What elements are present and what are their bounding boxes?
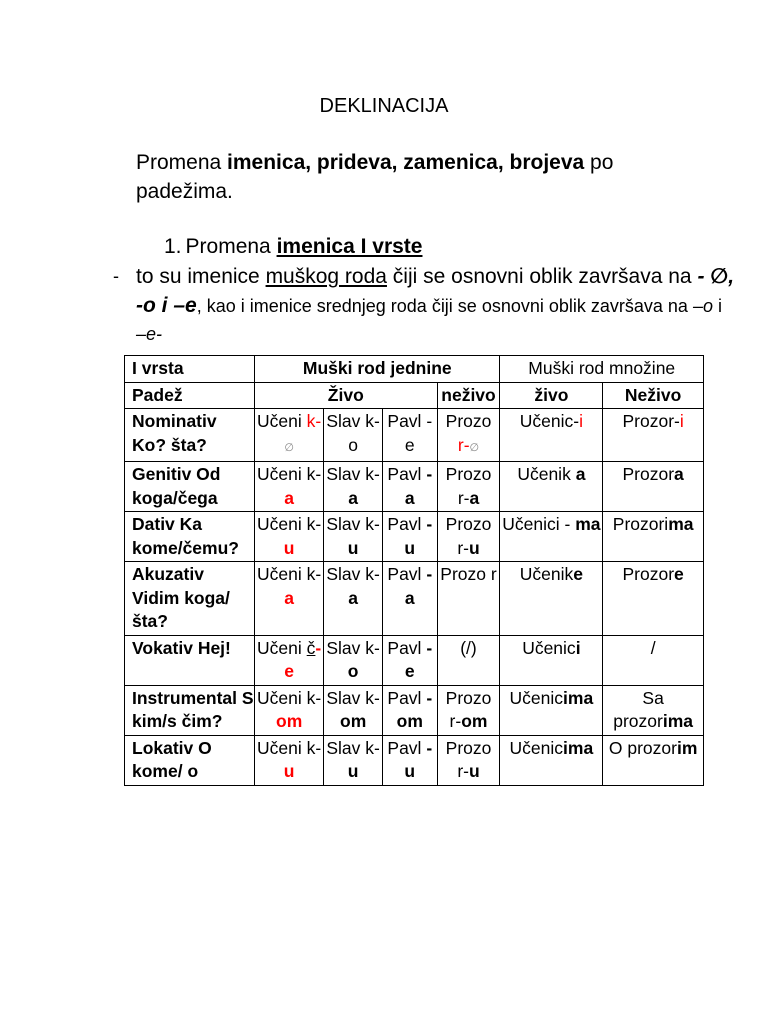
table-cell: Pavl -e	[383, 409, 438, 462]
table-cell: Učenici	[500, 635, 603, 685]
page-title: DEKLINACIJA	[319, 95, 449, 117]
table-cell: /	[603, 635, 704, 685]
header-cell: Padež	[125, 382, 255, 409]
table-cell: Prozo r-∅	[437, 409, 500, 462]
table-cell: Učeni č-e	[255, 635, 324, 685]
table-cell: Učenicima	[500, 735, 603, 785]
table-cell: Prozore	[603, 562, 704, 636]
table-cell: Učeni k-om	[255, 685, 324, 735]
header-cell: Muški rod jednine	[255, 356, 500, 383]
table-header-row	[125, 382, 704, 409]
table-cell: Pavl -u	[383, 735, 438, 785]
table-row	[125, 462, 704, 512]
table-cell: Prozo r-u	[437, 512, 500, 562]
table-cell: O prozorim	[603, 735, 704, 785]
intro-paragraph: Promena imenica, prideva, zamenica, brojeva po padežima.	[136, 151, 614, 203]
table-row	[125, 635, 704, 685]
table-cell: Učeni k-u	[255, 512, 324, 562]
declension-table	[124, 355, 704, 786]
case-label: Nominativ Ko? šta?	[125, 409, 255, 462]
table-cell: Slav k-u	[324, 512, 383, 562]
table-cell: Učenike	[500, 562, 603, 636]
header-cell: Neživo	[603, 382, 704, 409]
table-cell: Prozo r-u	[437, 735, 500, 785]
table-cell: Pavl -a	[383, 462, 438, 512]
table-cell: (/)	[437, 635, 500, 685]
table-header-row	[125, 356, 704, 383]
header-cell: Muški rod množine	[500, 356, 704, 383]
table-cell: Prozora	[603, 462, 704, 512]
table-cell: Prozo r-om	[437, 685, 500, 735]
table-row	[125, 562, 704, 636]
header-cell: Živo	[255, 382, 437, 409]
table-cell: Prozo r-a	[437, 462, 500, 512]
table-cell: Slav k-a	[324, 562, 383, 636]
table-cell: Sa prozorima	[603, 685, 704, 735]
table-row	[125, 735, 704, 785]
table-cell: Pavl -a	[383, 562, 438, 636]
table-cell: Prozo r	[437, 562, 500, 636]
table-cell: Prozor-i	[603, 409, 704, 462]
table-cell: Pavl -u	[383, 512, 438, 562]
case-label: Genitiv Od koga/čega	[125, 462, 255, 512]
case-label: Lokativ O kome/ o	[125, 735, 255, 785]
case-label: Vokativ Hej!	[125, 635, 255, 685]
case-label: Instrumental S kim/s čim?	[125, 685, 255, 735]
table-cell: Učenici - ma	[500, 512, 603, 562]
table-cell: Slav k-u	[324, 735, 383, 785]
section-heading: 1. Promena imenica I vrste	[164, 235, 423, 258]
bullet-dash: -	[113, 266, 119, 286]
table-cell: Učeni k-a	[255, 562, 324, 636]
table-cell: Slav k-om	[324, 685, 383, 735]
table-cell: Slav k-a	[324, 462, 383, 512]
table-cell: Slav k-o	[324, 409, 383, 462]
table-row	[125, 409, 704, 462]
table-row	[125, 685, 704, 735]
table-row	[125, 512, 704, 562]
header-cell: I vrsta	[125, 356, 255, 383]
case-label: Dativ Ka kome/čemu?	[125, 512, 255, 562]
case-label: Akuzativ Vidim koga/šta?	[125, 562, 255, 636]
table-cell: Učeni k-∅	[255, 409, 324, 462]
table-cell: Prozorima	[603, 512, 704, 562]
table-cell: Slav k-o	[324, 635, 383, 685]
table-cell: Učeni k-u	[255, 735, 324, 785]
table-cell: Učenik a	[500, 462, 603, 512]
table-cell: Učenic-i	[500, 409, 603, 462]
table-cell: Pavl -om	[383, 685, 438, 735]
header-cell: neživo	[437, 382, 500, 409]
header-cell: živo	[500, 382, 603, 409]
table-cell: Učeni k-a	[255, 462, 324, 512]
table-cell: Učenicima	[500, 685, 603, 735]
bullet-text: to su imenice muškog roda čiji se osnovni oblik završava na - ∅, -o i –e, kao i imenice srednjeg roda čiji se osnovni oblik završava na –o i –e-	[136, 265, 735, 344]
table-cell: Pavl -e	[383, 635, 438, 685]
